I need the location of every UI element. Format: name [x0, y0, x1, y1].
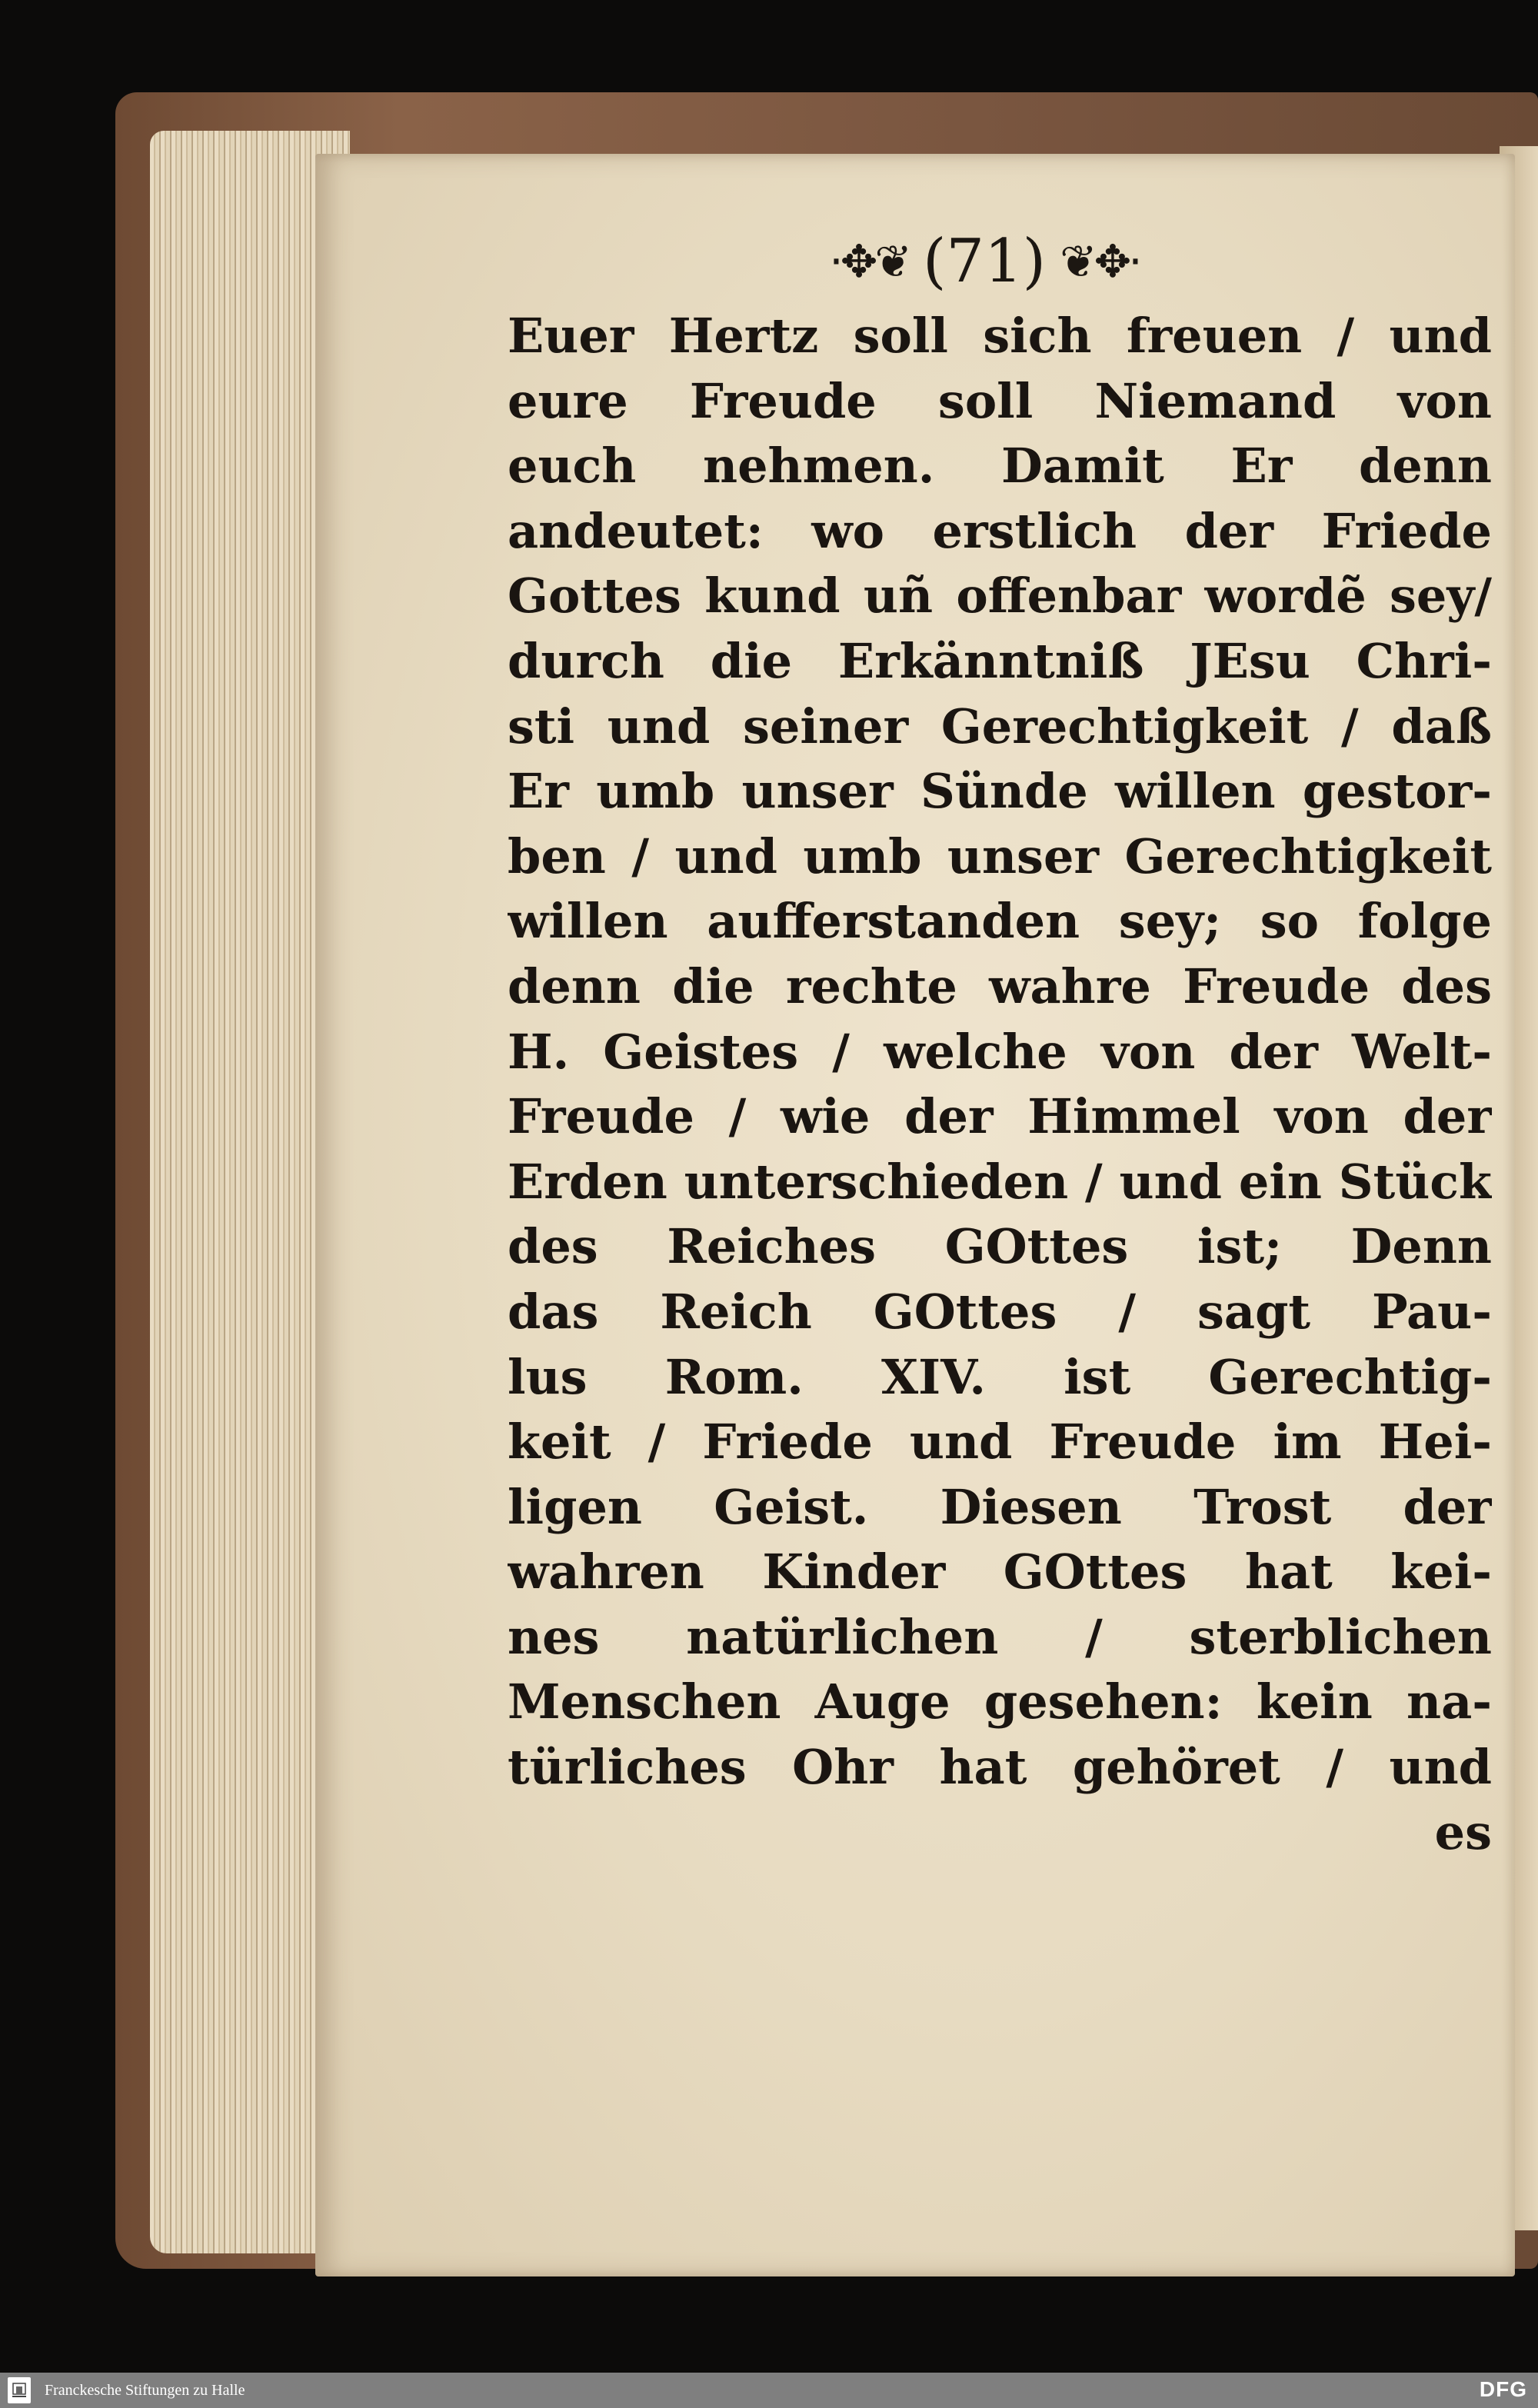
text-line: des Reiches GOttes ist; Denn	[508, 1218, 1492, 1275]
page-number: (71)	[922, 227, 1047, 296]
text-line: H. Geistes / welche von der Welt-	[508, 1023, 1492, 1080]
text-line: lus Rom. XIV. ist Gerechtig-	[508, 1348, 1492, 1405]
body-text	[508, 304, 1492, 1865]
text-line: Euer Hertz soll sich freuen / und	[508, 308, 1492, 364]
text-line: ligen Geist. Diesen Trost der	[508, 1478, 1492, 1535]
right-ornament-icon: ❦✥·	[1060, 235, 1140, 288]
page-header	[769, 219, 1200, 304]
left-ornament-icon: ·✥❦	[829, 235, 909, 288]
text-line: Erden unterschieden / und ein Stück	[508, 1153, 1492, 1210]
text-line: Freude / wie der Himmel von der	[508, 1088, 1492, 1145]
text-line: Er umb unser Sünde willen gestor-	[508, 763, 1492, 820]
text-line: keit / Friede und Freude im Hei-	[508, 1414, 1492, 1470]
text-line: willen aufferstanden sey; so folge	[508, 893, 1492, 950]
text-line: durch die Erkänntniß JEsu Chri-	[508, 632, 1492, 689]
dfg-logo: DFG	[1479, 2377, 1527, 2401]
text-line: denn die rechte wahre Freude des	[508, 958, 1492, 1014]
institution-logo-icon	[8, 2377, 31, 2403]
text-line: ben / und umb unser Gerechtigkeit	[508, 828, 1492, 884]
text-line: euch nehmen. Damit Er denn	[508, 438, 1492, 495]
institution-name: Franckesche Stiftungen zu Halle	[45, 2381, 245, 2399]
text-line: andeutet: wo erstlich der Friede	[508, 502, 1492, 559]
text-line: wahren Kinder GOttes hat kei-	[508, 1544, 1492, 1600]
text-line: türliches Ohr hat gehöret / und	[508, 1739, 1492, 1796]
text-line: eure Freude soll Niemand von	[508, 372, 1492, 429]
footer-bar	[0, 2373, 1538, 2408]
text-line: sti und seiner Gerechtigkeit / daß	[508, 698, 1492, 754]
text-line: das Reich GOttes / sagt Pau-	[508, 1283, 1492, 1340]
text-line: Menschen Auge gesehen: kein na-	[508, 1674, 1492, 1730]
text-line: Gottes kund uñ offenbar wordẽ sey/	[508, 568, 1492, 624]
text-line: nes natürlichen / sterblichen	[508, 1608, 1492, 1665]
catchword: es	[1434, 1804, 1492, 1860]
